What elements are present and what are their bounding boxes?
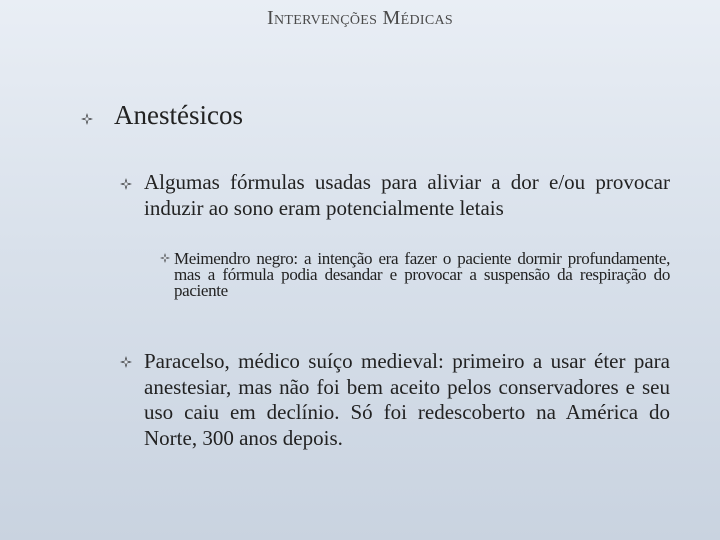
- slide-title: Intervenções Médicas: [267, 7, 453, 29]
- bullet-level2-text: Algumas fórmulas usadas para aliviar a dor e/ou provocar induzir ao sono eram potencialmente letais: [144, 170, 670, 220]
- bullet-level2-text: Paracelso, médico suíço medieval: primeiro a usar éter para anestesiar, mas não foi bem aceito pelos conservadores e seu uso caiu em declínio. Só foi redescoberto na América do Norte, 300 anos depois.: [144, 349, 670, 450]
- bullet-level3-text: Meimendro negro: a intenção era fazer o paciente dormir profundamente, mas a fórmula podia desandar e provocar a suspensão da respiração do paciente: [174, 249, 670, 300]
- diamond-bullet-icon: [81, 113, 93, 125]
- diamond-bullet-icon: [120, 356, 132, 368]
- bullet-level1-text: Anestésicos: [114, 100, 243, 130]
- diamond-bullet-icon: [160, 253, 170, 263]
- diamond-bullet-icon: [120, 178, 132, 190]
